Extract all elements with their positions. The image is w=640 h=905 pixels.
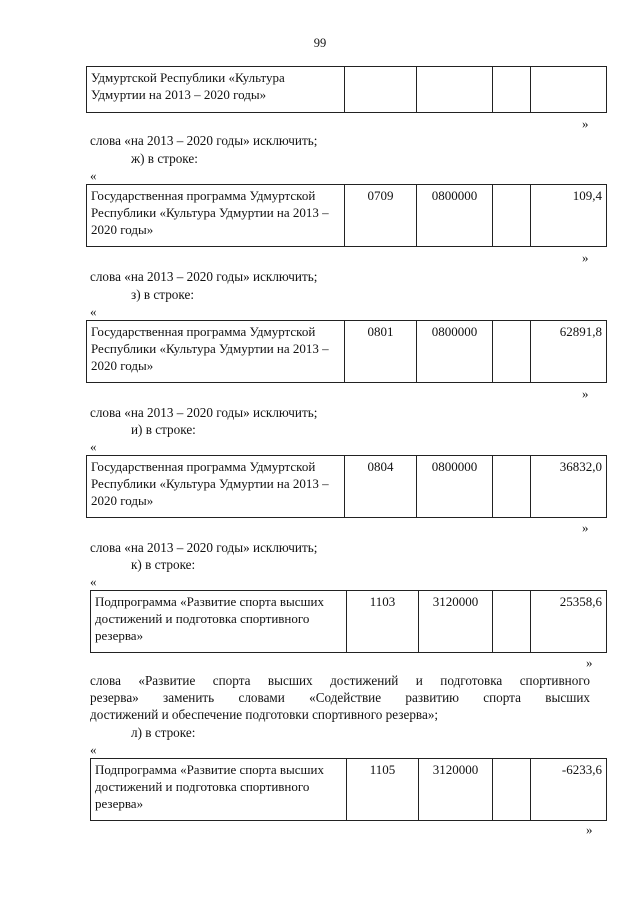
row-expense-type — [493, 321, 531, 383]
instruction-text: резерва» заменить словами «Содействие развитию спорта высших — [90, 690, 590, 705]
instruction-text: слова «Развитие спорта высших достижений и подготовка спортивного — [90, 673, 590, 688]
instruction-text: достижений и обеспечение подготовки спортивного резерва»; — [90, 707, 439, 722]
row-name: Подпрограмма «Развитие спорта высших достижений и подготовка спортивного резерва» — [91, 591, 347, 653]
row-target-article: 0800000 — [417, 185, 493, 247]
row-amount: 25358,6 — [531, 591, 607, 653]
row-amount: 109,4 — [531, 185, 607, 247]
instruction-item: з) в строке: — [131, 287, 194, 302]
close-quote: » — [582, 386, 589, 401]
open-quote: « — [90, 742, 97, 757]
row-amount: -6233,6 — [531, 759, 607, 821]
row-expense-type — [493, 591, 531, 653]
row-target-article: 0800000 — [417, 456, 493, 518]
row-expense-type — [493, 67, 531, 113]
row-target-article: 3120000 — [419, 591, 493, 653]
row-target-article: 3120000 — [419, 759, 493, 821]
row-section-code: 0804 — [345, 456, 417, 518]
row-section-code: 0709 — [345, 185, 417, 247]
row-name: Государственная программа Удмуртской Республики «Культура Удмуртии на 2013 – 2020 годы» — [87, 456, 345, 518]
row-name: Удмуртской Республики «Культура Удмуртии на 2013 – 2020 годы» — [87, 67, 345, 113]
row-expense-type — [493, 456, 531, 518]
instruction-item: и) в строке: — [131, 422, 196, 437]
close-quote: » — [586, 655, 593, 670]
open-quote: « — [90, 168, 97, 183]
open-quote: « — [90, 304, 97, 319]
row-name: Государственная программа Удмуртской Республики «Культура Удмуртии на 2013 – 2020 годы» — [87, 185, 345, 247]
close-quote: » — [582, 116, 589, 131]
row-amount: 36832,0 — [531, 456, 607, 518]
row-target-article: 0800000 — [417, 321, 493, 383]
instruction-item: ж) в строке: — [131, 151, 198, 166]
budget-table-6 — [90, 758, 607, 821]
close-quote: » — [582, 520, 589, 535]
budget-table-2 — [86, 184, 607, 247]
row-amount — [531, 67, 607, 113]
budget-table-4 — [86, 455, 607, 518]
page-number: 99 — [313, 36, 327, 50]
row-section-code: 1105 — [347, 759, 419, 821]
open-quote: « — [90, 574, 97, 589]
row-target-article — [417, 67, 493, 113]
budget-table-5 — [90, 590, 607, 653]
close-quote: » — [586, 822, 593, 837]
open-quote: « — [90, 439, 97, 454]
row-name: Государственная программа Удмуртской Республики «Культура Удмуртии на 2013 – 2020 годы» — [87, 321, 345, 383]
instruction-item: л) в строке: — [131, 725, 196, 740]
instruction-text: слова «на 2013 – 2020 годы» исключить; — [90, 540, 318, 555]
close-quote: » — [582, 250, 589, 265]
instruction-item: к) в строке: — [131, 557, 196, 572]
budget-table-1 — [86, 66, 607, 113]
instruction-text: слова «на 2013 – 2020 годы» исключить; — [90, 405, 318, 420]
instruction-text: слова «на 2013 – 2020 годы» исключить; — [90, 269, 318, 284]
row-section-code: 1103 — [347, 591, 419, 653]
budget-table-3 — [86, 320, 607, 383]
instruction-text: слова «на 2013 – 2020 годы» исключить; — [90, 133, 318, 148]
row-expense-type — [493, 759, 531, 821]
row-expense-type — [493, 185, 531, 247]
row-section-code — [345, 67, 417, 113]
row-section-code: 0801 — [345, 321, 417, 383]
row-name: Подпрограмма «Развитие спорта высших достижений и подготовка спортивного резерва» — [91, 759, 347, 821]
row-amount: 62891,8 — [531, 321, 607, 383]
